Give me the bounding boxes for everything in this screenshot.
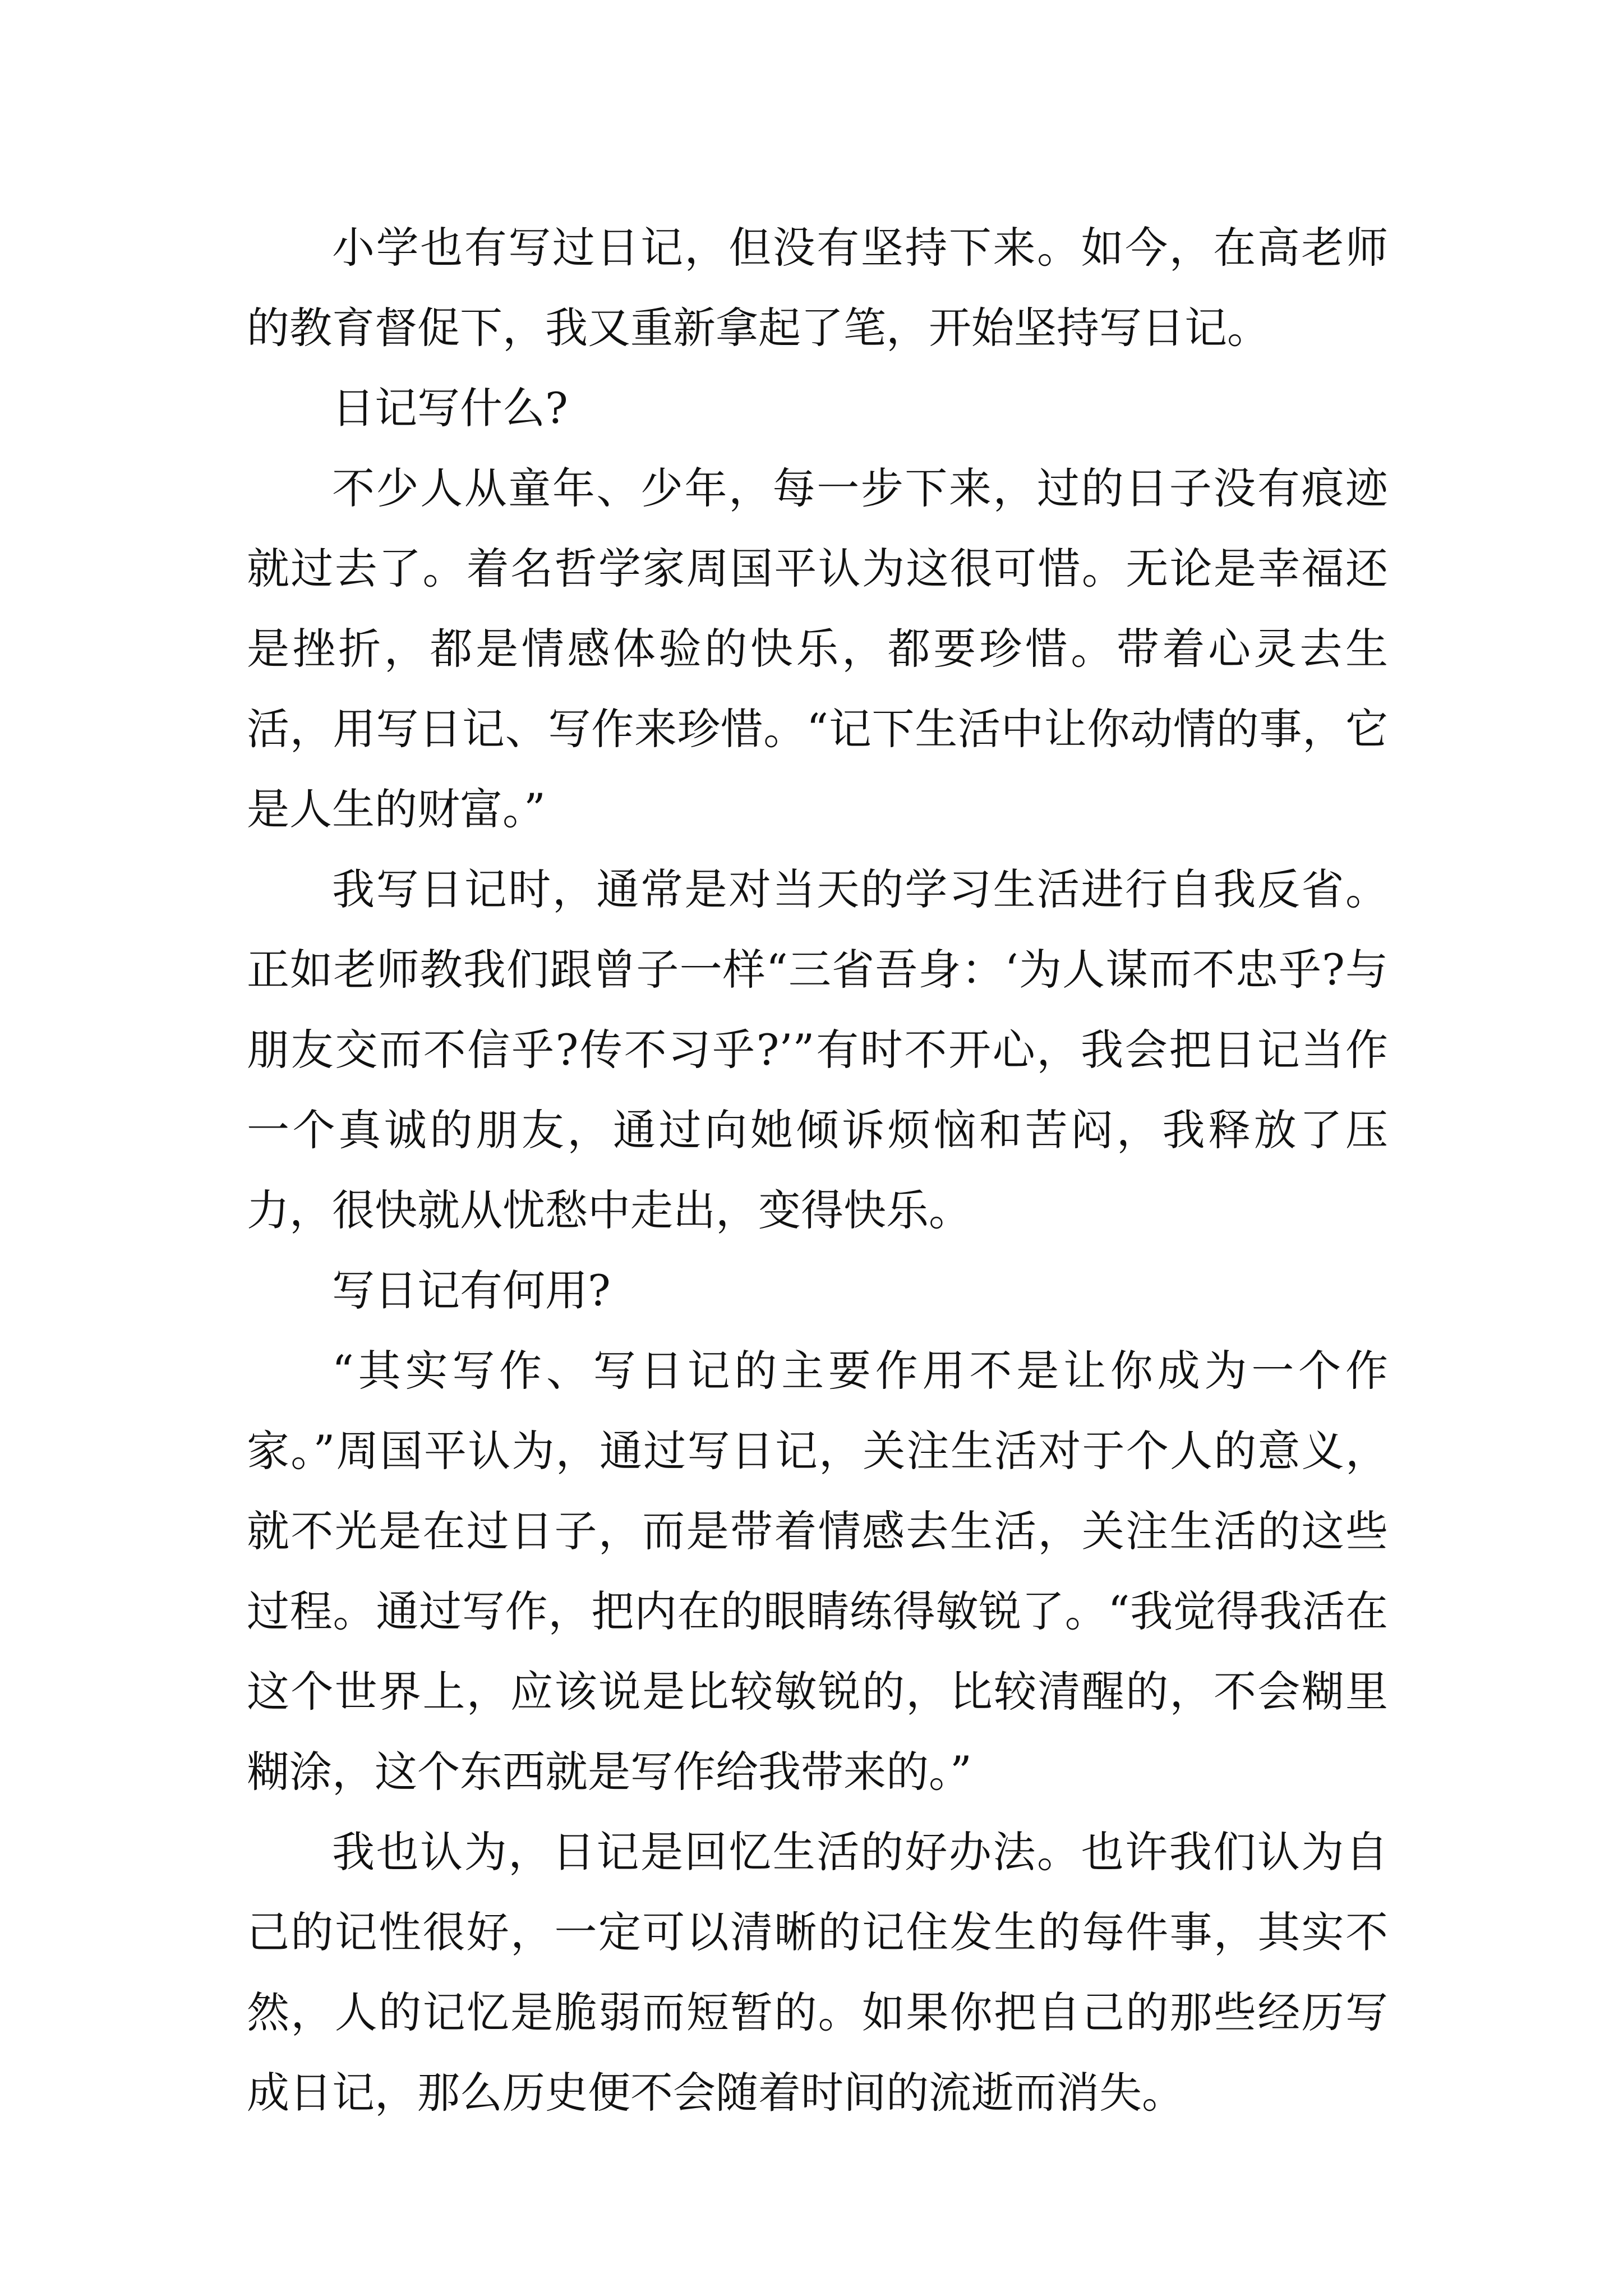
paragraph-writing-purpose: “其实写作、写日记的主要作用不是让你成为一个作家。”周国平认为，通过写日记，关注生活对于个人的意义，就不光是在过日子，而是带着情感去生活，关注生活的这些过程。通过写作，把内在的眼睛练得敏锐了。“我觉得我活在这个世界上，应该说是比较敏锐的，比较清醒的，不会糊里糊涂，这个东西就是写作给我带来的。” (247, 1346, 1388, 1797)
paragraph-memory: 我也认为，日记是回忆生活的好办法。也许我们认为自己的记性很好，一定可以清晰的记住发生的每件事，其实不然，人的记忆是脆弱而短暂的。如果你把自己的那些经历写成日记，那么历史便不会随着时间的流逝而消失。 (247, 1827, 1388, 2118)
paragraph-question-what: 日记写什么? (332, 383, 568, 433)
paragraph-intro: 小学也有写过日记，但没有坚持下来。如今，在高老师的教育督促下，我又重新拿起了笔，开始坚持写日记。 (247, 223, 1388, 353)
paragraph-zhou-guoping: 不少人从童年、少年，每一步下来，过的日子没有痕迹就过去了。着名哲学家周国平认为这很可惜。无论是幸福还是挫折，都是情感体验的快乐，都要珍惜。带着心灵去生活，用写日记、写作来珍惜。“记下生活中让你动情的事，它是人生的财富。” (247, 463, 1388, 834)
document-body (247, 208, 1388, 2133)
paragraph-self-reflection: 我写日记时，通常是对当天的学习生活进行自我反省。正如老师教我们跟曾子一样“三省吾身：‘为人谋而不忠乎?与朋友交而不信乎?传不习乎?’”有时不开心，我会把日记当作一个真诚的朋友，通过向她倾诉烦恼和苦闷，我释放了压力，很快就从忧愁中走出，变得快乐。 (247, 864, 1388, 1235)
paragraph-question-use: 写日记有何用? (332, 1266, 611, 1315)
